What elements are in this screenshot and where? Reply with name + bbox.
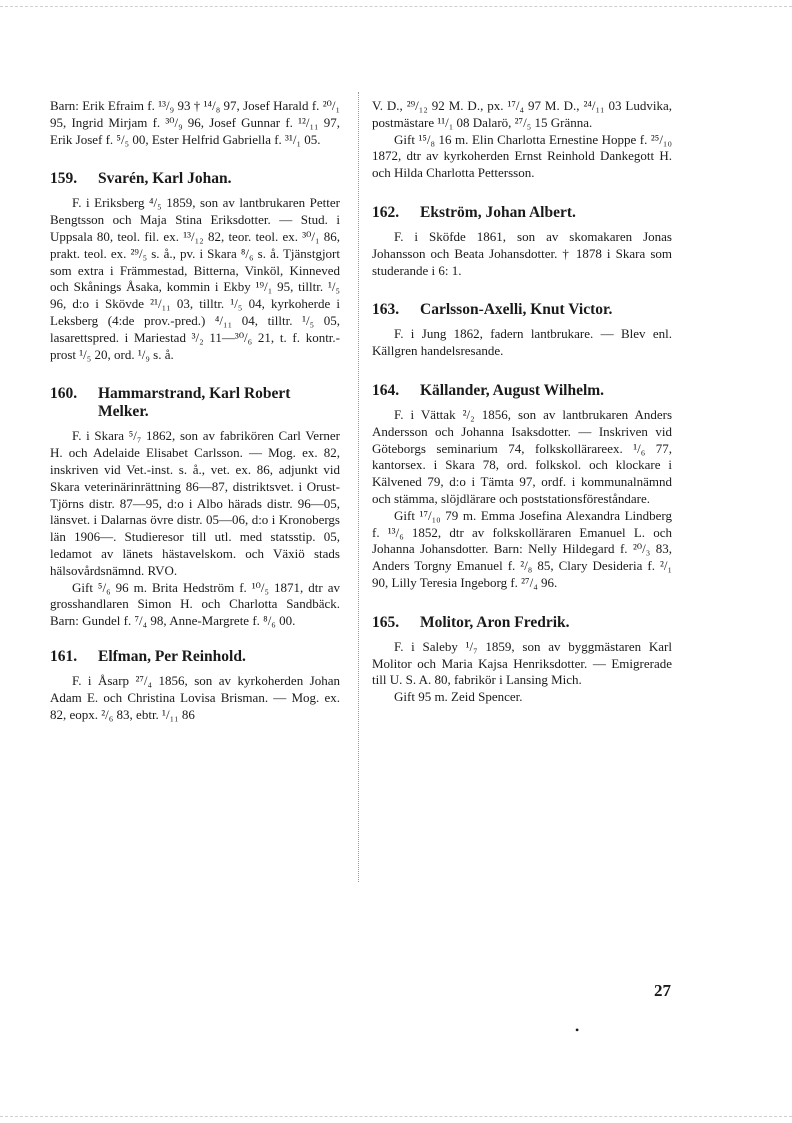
entry-name: Molitor, Aron Fredrik. — [420, 613, 570, 631]
entry-heading — [372, 614, 672, 632]
entry-marriage: Gift ⁵/₆ 96 m. Brita Hedström f. ¹⁰/₅ 1871, dtr av grosshandlaren Simon H. och Charlotta Sandbäck. Barn: Gundel f. ⁷/₄ 98, Anne-Margrete f. ⁸/₆ 00. — [50, 579, 340, 629]
entry-161 — [50, 648, 340, 723]
scan-edge-top — [0, 6, 792, 7]
entry-name: Svarén, Karl Johan. — [98, 170, 232, 188]
entry-name: Hammarstrand, Karl Robert Melker. — [98, 385, 291, 421]
stray-ink-mark: • — [575, 1023, 580, 1037]
entry-text: F. i Vättak ²/₂ 1856, son av lantbrukaren Anders Andersson och Johanna Isaksdotter. — Inskriven vid Göteborgs seminarium 74, folkskollärareex. ¹/₆ 77, kantorsex. i Skara 78, ord. folkskol. och klockare i Kälvened 79, d:o i Tämta 97, ordf. i kommunalnämnd och stämma, slöjdlärare och poststationsföreståndare. — [372, 406, 672, 506]
entry-text: F. i Skara ⁵/₇ 1862, son av fabrikören Carl Verner H. och Adelaide Elisabet Carlsson. — Mog. ex. 82, inskriven vid Vet.-inst. s. å., vet. ex. 86, adjunkt vid Skara veterinärinrättning 86—87, distriktsvet. i Orust-Tjörns distr. 87—95, d:o i Albo härads distr. 96—05, länsvet. i Dalarnas övre distr. 05—06, d:o i Kronobergs län 1906—. Studieresor till utl. med statsstip. 05, ledamot av länets hästavelskom. och Växiö stads hälsovårdsnämnd. RVO. — [50, 428, 340, 578]
entry-number: 159. — [50, 170, 78, 188]
entry-heading — [372, 204, 672, 222]
entry-heading — [50, 170, 340, 188]
continued-children-list: Barn: Erik Efraim f. ¹³/₉ 93 † ¹⁴/₈ 97, Josef Harald f. ²⁰/₁ 95, Ingrid Mirjam f. ³⁰/₉ 96, Josef Gunnar f. ¹²/₁₁ 97, Erik Josef f. ⁵/₅ 00, Ester Helfrid Gabriella f. ³¹/₁ 05. — [50, 98, 340, 147]
entry-165 — [372, 614, 672, 706]
entry-161-continued: V. D., ²⁹/₁₂ 92 M. D., px. ¹⁷/₄ 97 M. D., ²⁴/₁₁ 03 Ludvika, postmästare ¹¹/₁ 08 Dalarö, ²⁷/₅ 15 Gränna. — [372, 98, 672, 130]
entry-number: 162. — [372, 203, 400, 221]
entry-text: F. i Sköfde 1861, son av skomakaren Jonas Johansson och Beata Johansdotter. † 1878 i Skara som studerande i 6: 1. — [372, 228, 672, 278]
entry-marriage: Gift ¹⁷/₁₀ 79 m. Emma Josefina Alexandra Lindberg f. ¹³/₆ 1852, dtr av folkskolläraren Emanuel L. och Johanna Johansdotter. Barn: Nelly Hildegard f. ²⁰/₃ 83, Anders Torgny Emanuel f. ²/₈ 85, Clary Desideria f. ²/₁ 90, Lilly Teresia Ingeborg f. ²⁷/₄ 96. — [372, 507, 672, 590]
entry-163 — [372, 301, 672, 360]
entry-number: 163. — [372, 301, 400, 319]
entry-name: Ekström, Johan Albert. — [420, 203, 576, 221]
entry-name: Carlsson-Axelli, Knut Victor. — [420, 301, 613, 319]
column-divider — [358, 92, 359, 882]
entry-text: F. i Jung 1862, fadern lantbrukare. — Blev enl. Källgren handelsresande. — [372, 326, 672, 359]
entry-name: Källander, August Wilhelm. — [420, 381, 605, 399]
entry-text: F. i Åsarp ²⁷/₄ 1856, son av kyrkoherden Johan Adam E. och Christina Lovisa Brisman. — Mog. ex. 82, eopx. ²/₆ 83, ebtr. ¹/₁₁ 86 — [50, 672, 340, 722]
scan-edge-bottom — [0, 1116, 792, 1117]
entry-number: 164. — [372, 381, 400, 399]
entry-162 — [372, 204, 672, 279]
entry-160 — [50, 385, 340, 630]
entry-164 — [372, 382, 672, 592]
entry-heading — [372, 301, 672, 319]
left-column — [50, 98, 340, 723]
entry-number: 161. — [50, 647, 78, 665]
entry-number: 160. — [50, 385, 78, 403]
entry-marriage: Gift 95 m. Zeid Spencer. — [394, 689, 523, 705]
entry-heading — [50, 648, 340, 666]
entry-text: F. i Saleby ¹/₇ 1859, son av byggmästaren Karl Molitor och Maria Kajsa Henriksdotter. — Emigrerade till U. S. A. 80, fabrikör i Lansing Mich. — [372, 638, 672, 688]
entry-number: 165. — [372, 613, 400, 631]
entry-name: Elfman, Per Reinhold. — [98, 647, 246, 665]
entry-heading — [372, 382, 672, 400]
page-number: 27 — [654, 981, 671, 1000]
right-column — [372, 98, 672, 706]
entry-159 — [50, 170, 340, 363]
entry-text: F. i Eriksberg ⁴/₅ 1859, son av lantbrukaren Petter Bengtsson och Maja Stina Eriksdotter. — Stud. i Uppsala 80, teol. fil. ex. ¹³/₁₂ 82, teor. teol. ex. ³⁰/₁ 86, prakt. teol. ex. ²⁹/₅ s. å., pv. i Skara ⁸/₆ s. å. Tjänstgjort som extra i Främmestad, Bitterna, Vinköl, Kinneved och Skånings Åsaka, kommin i Ekby ¹⁹/₁ 95, tilltr. ¹/₅ 96, d:o i Skövde ²¹/₁₁ 03, tilltr. ¹/₅ 04, kyrkoherde i Leksberg (4:de prov.-pred.) ⁴/₁₁ 04, tilltr. ¹/₅ 05, lasarettspred. i Mariestad ³/₂ 11—³⁰/₆ 21, t. f. kontr.-prost ¹/₅ 20, ord. ¹/₉ s. å. — [50, 195, 340, 362]
entry-161-marriage: Gift ¹⁵/₈ 16 m. Elin Charlotta Ernestine Hoppe f. ²⁵/₁₀ 1872, dtr av kyrkoherden Ernst Reinhold Dankegott H. och Hilda Charlotta Pettersson. — [372, 131, 672, 181]
entry-heading — [50, 385, 340, 421]
